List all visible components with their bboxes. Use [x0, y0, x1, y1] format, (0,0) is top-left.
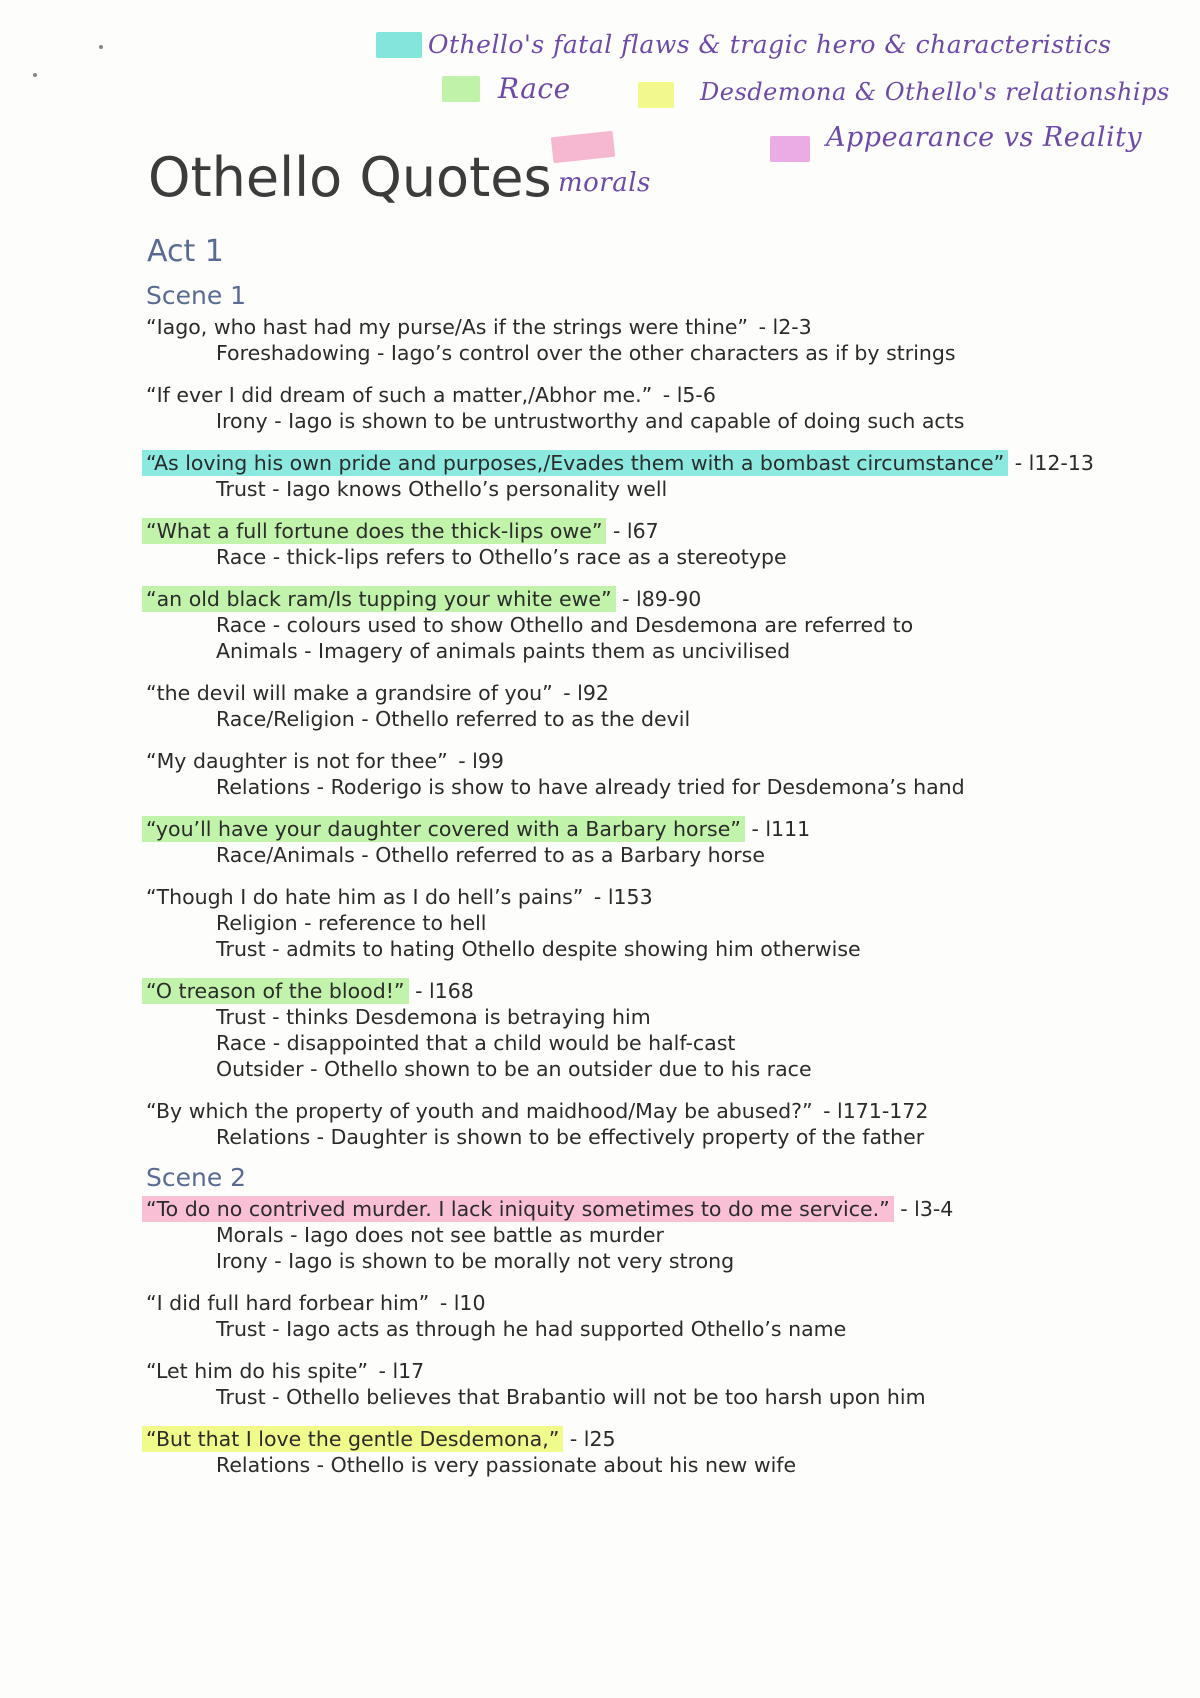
quote-entry: [142, 1358, 1162, 1410]
key-label-relationships: Desdemona & Othello's relationships: [700, 78, 1170, 106]
quote-entry: [142, 586, 1162, 664]
quote-entry: [142, 450, 1162, 502]
analysis-note: Race - colours used to show Othello and Desdemona are referred to: [216, 613, 914, 637]
quote-text: “To do no contrived murder. I lack iniquity sometimes to do me service.”: [142, 1196, 894, 1222]
analysis-note: Relations - Othello is very passionate about his new wife: [216, 1453, 797, 1477]
page-title: Othello Quotes: [148, 146, 552, 209]
act-heading: Act 1: [147, 234, 224, 269]
quote-text: “But that I love the gentle Desdemona,”: [142, 1426, 563, 1452]
key-swatch-cyan: [376, 32, 422, 58]
analysis-note: Morals - Iago does not see battle as murder: [216, 1223, 664, 1247]
scene-heading: Scene 2: [146, 1163, 247, 1192]
scene-heading: Scene 1: [146, 281, 247, 310]
analysis-note: Trust - admits to hating Othello despite showing him otherwise: [216, 937, 861, 961]
line-reference: - l67: [606, 519, 659, 543]
analysis-note: Relations - Daughter is shown to be effectively property of the father: [216, 1125, 925, 1149]
quote-entry: [142, 680, 1162, 732]
line-reference: - l2-3: [752, 315, 812, 339]
line-reference: - l25: [563, 1427, 616, 1451]
analysis-note: Outsider - Othello shown to be an outsider due to his race: [216, 1057, 812, 1081]
quote-text: “If ever I did dream of such a matter,/Abhor me.”: [146, 383, 653, 407]
line-reference: - l89-90: [615, 587, 702, 611]
quote-entry: [142, 1290, 1162, 1342]
quote-entry: [142, 1098, 1162, 1150]
analysis-note: Irony - Iago is shown to be untrustworthy and capable of doing such acts: [216, 409, 965, 433]
line-reference: - l3-4: [893, 1197, 954, 1221]
analysis-note: Relations - Roderigo is show to have already tried for Desdemona’s hand: [216, 775, 965, 799]
analysis-note: Trust - Othello believes that Brabantio will not be too harsh upon him: [216, 1385, 926, 1409]
key-label-race: Race: [498, 72, 571, 105]
line-reference: - l12-13: [1008, 451, 1094, 475]
line-reference: - l5-6: [656, 383, 716, 407]
key-swatch-green: [442, 76, 480, 102]
quote-text: “Though I do hate him as I do hell’s pains”: [146, 885, 584, 909]
line-reference: - l99: [451, 749, 504, 773]
quote-entry: [142, 314, 1162, 366]
quotes-content: [142, 280, 1162, 1494]
quote-text: “Let him do his spite”: [146, 1359, 369, 1383]
quote-entry: [142, 816, 1162, 868]
quote-text: “As loving his own pride and purposes,/Evades them with a bombast circumstance”: [142, 450, 1008, 476]
quote-entry: [142, 518, 1162, 570]
quote-text: “I did full hard forbear him”: [146, 1291, 430, 1315]
key-label-appearance: Appearance vs Reality: [826, 122, 1143, 153]
quote-text: “What a full fortune does the thick-lips owe”: [142, 518, 606, 544]
quote-entry: [142, 1196, 1162, 1274]
key-label-flaws: Othello's fatal flaws & tragic hero & characteristics: [428, 30, 1112, 59]
quote-text: “you’ll have your daughter covered with a Barbary horse”: [142, 816, 745, 842]
quote-entry: [142, 382, 1162, 434]
analysis-note: Race/Religion - Othello referred to as the devil: [216, 707, 691, 731]
analysis-note: Religion - reference to hell: [216, 911, 487, 935]
analysis-note: Trust - Iago knows Othello’s personality well: [216, 477, 668, 501]
line-reference: - l153: [587, 885, 653, 909]
line-reference: - l111: [744, 817, 811, 841]
line-reference: - l92: [556, 681, 609, 705]
quote-entry: [142, 884, 1162, 962]
line-reference: - l10: [433, 1291, 486, 1315]
key-label-morals: morals: [558, 168, 651, 198]
analysis-note: Race - thick-lips refers to Othello’s race as a stereotype: [216, 545, 787, 569]
quote-text: “My daughter is not for thee”: [146, 749, 448, 773]
quote-entry: [142, 748, 1162, 800]
analysis-note: Race - disappointed that a child would be half-cast: [216, 1031, 736, 1055]
quote-text: “Iago, who hast had my purse/As if the strings were thine”: [146, 315, 749, 339]
quote-entry: [142, 1426, 1162, 1478]
analysis-note: Foreshadowing - Iago’s control over the other characters as if by strings: [216, 341, 956, 365]
analysis-note: Trust - Iago acts as through he had supported Othello’s name: [216, 1317, 847, 1341]
speck: [33, 73, 37, 77]
analysis-note: Animals - Imagery of animals paints them as uncivilised: [216, 639, 791, 663]
line-reference: - l171-172: [816, 1099, 929, 1123]
key-swatch-magenta: [770, 136, 810, 162]
line-reference: - l17: [372, 1359, 425, 1383]
quote-entry: [142, 978, 1162, 1082]
quote-text: “the devil will make a grandsire of you”: [146, 681, 553, 705]
analysis-note: Race/Animals - Othello referred to as a Barbary horse: [216, 843, 765, 867]
quote-text: “O treason of the blood!”: [142, 978, 409, 1004]
key-swatch-pink: [551, 131, 615, 163]
quote-text: “By which the property of youth and maidhood/May be abused?”: [146, 1099, 813, 1123]
key-swatch-yellow: [638, 82, 674, 108]
analysis-note: Trust - thinks Desdemona is betraying him: [216, 1005, 651, 1029]
speck: [99, 45, 103, 49]
quote-text: “an old black ram/Is tupping your white ewe”: [142, 586, 616, 612]
analysis-note: Irony - Iago is shown to be morally not very strong: [216, 1249, 735, 1273]
line-reference: - l168: [408, 979, 474, 1003]
